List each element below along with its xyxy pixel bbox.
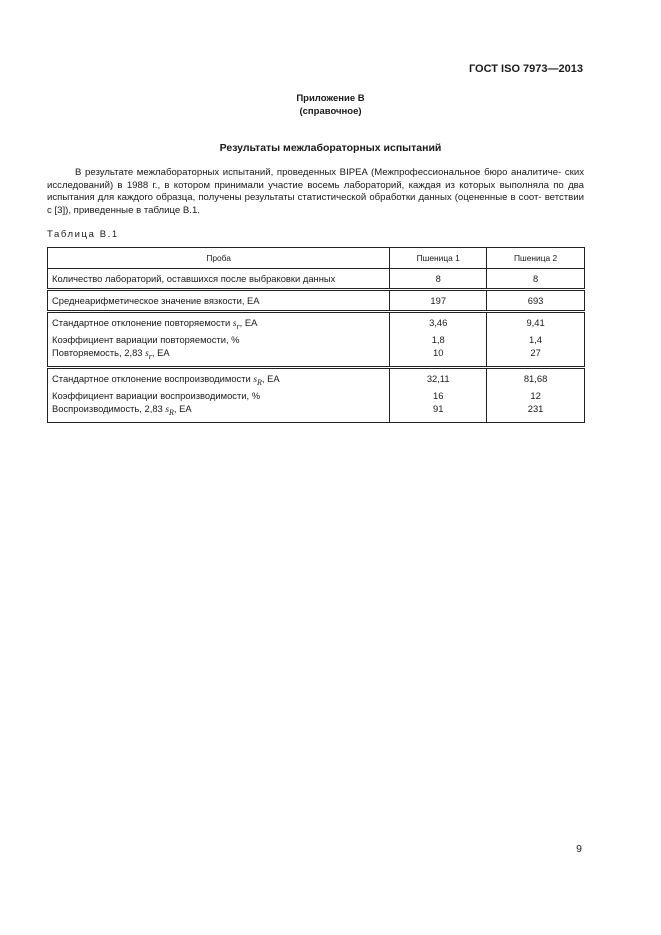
row-label: Повторяемость, 2,83 $s_r$, ЕА (48, 346, 390, 367)
value-wheat-1: 16 (390, 389, 487, 402)
intro-line: ветствии с [3]), приведенные в таблице В.1. (47, 192, 584, 216)
row-label: Коэффициент вариации повторяемости, % (48, 333, 390, 346)
row-label: Коэффициент вариации воспроизводимости, % (48, 389, 390, 402)
header-wheat-2: Пшеница 2 (487, 248, 585, 269)
document-code: ГОСТ ISO 7973—2013 (468, 63, 583, 75)
value-wheat-2: 27 (487, 346, 585, 367)
value-wheat-1: 1,8 (390, 333, 487, 346)
value-wheat-1: 32,11 (390, 367, 487, 388)
row-label: Воспроизводимость, 2,83 $s_R$, ЕА (48, 402, 390, 422)
table-row (48, 312, 585, 333)
table-header-row (48, 248, 585, 269)
section-title: Результаты межлабораторных испытаний (219, 142, 442, 154)
table-row (48, 402, 585, 422)
header-sample: Проба (48, 248, 390, 269)
value-wheat-2: 693 (487, 290, 585, 312)
header-wheat-1: Пшеница 1 (390, 248, 487, 269)
value-wheat-1: 91 (390, 402, 487, 422)
value-wheat-1: 3,46 (390, 312, 487, 333)
value-wheat-2: 1,4 (487, 333, 585, 346)
table-caption: Таблица В.1 (47, 229, 119, 240)
annex-subtitle: (справочное) (299, 106, 362, 117)
results-table (47, 247, 585, 423)
value-wheat-1: 197 (390, 290, 487, 312)
row-label: Стандартное отклонение воспроизводимости $s_R$, ЕА (48, 367, 390, 388)
value-wheat-2: 12 (487, 389, 585, 402)
row-label: Стандартное отклонение повторяемости $s_r$, ЕА (48, 312, 390, 333)
table-row (48, 290, 585, 312)
intro-line: два испытания для каждого образца, получены результаты статистической обработки данных (оцененные в соот- (47, 179, 584, 204)
row-label: Количество лабораторий, оставшихся после выбраковки данных (48, 269, 390, 290)
value-wheat-1: 8 (390, 269, 487, 290)
value-wheat-2: 231 (487, 402, 585, 422)
table-row (48, 269, 585, 290)
annex-heading (0, 92, 661, 118)
intro-line: В результате межлабораторных испытаний, проведенных BIPEA (Межпрофессиональное бюро аналитиче- (75, 167, 562, 178)
annex-title: Приложение В (296, 93, 365, 104)
intro-paragraph (47, 167, 584, 217)
intro-line: ских исследований) в 1988 г., в котором принимали участие восемь лабораторий, каждая из которых выполняла по (47, 167, 584, 191)
value-wheat-2: 9,41 (487, 312, 585, 333)
row-label: Среднеарифметическое значение вязкости, ЕА (48, 290, 390, 312)
value-wheat-2: 81,68 (487, 367, 585, 388)
page-number: 9 (576, 843, 582, 855)
value-wheat-2: 8 (487, 269, 585, 290)
table-row (48, 367, 585, 388)
table-row (48, 346, 585, 367)
table-row (48, 333, 585, 346)
table-row (48, 389, 585, 402)
value-wheat-1: 10 (390, 346, 487, 367)
